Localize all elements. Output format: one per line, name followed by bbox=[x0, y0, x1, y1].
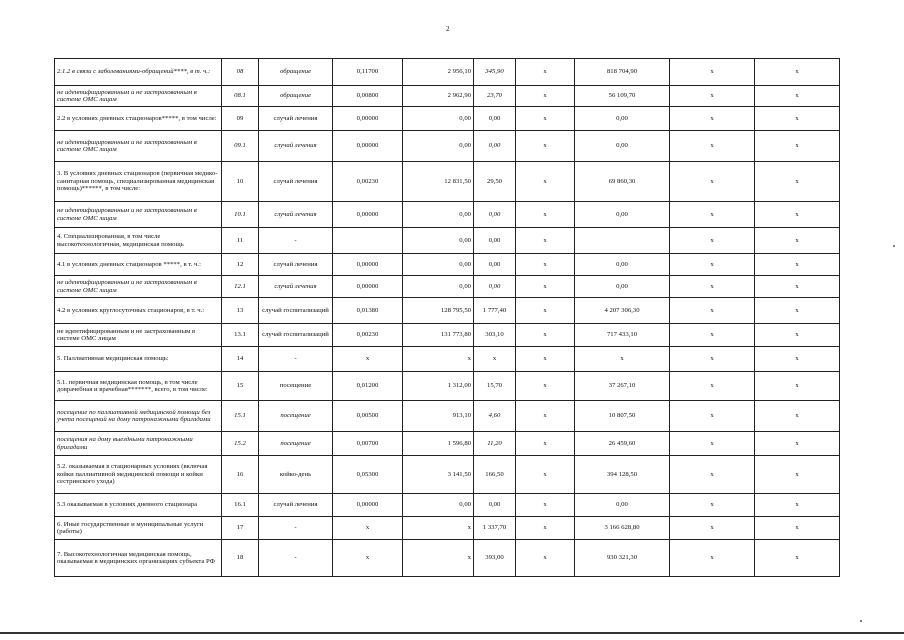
cell-norm: 0,00700 bbox=[333, 432, 403, 456]
cell-cost: 0,00 bbox=[403, 228, 474, 254]
cell-c6: x bbox=[516, 372, 575, 401]
cell-norm: 0,00000 bbox=[333, 494, 403, 517]
cell-unit: случай лечения bbox=[259, 276, 333, 298]
cell-c9: x bbox=[755, 517, 840, 540]
cell-c6: x bbox=[516, 401, 575, 432]
table-row bbox=[55, 517, 840, 540]
cell-c9: x bbox=[755, 131, 840, 162]
cell-unit: случай лечения bbox=[259, 131, 333, 162]
cell-c6: x bbox=[516, 456, 575, 494]
cell-name: 5.1. первичная медицинская помощь, в том числе доврачебная и врачебная*******, всего, в том числе: bbox=[55, 372, 222, 401]
cell-percap: 0,00 bbox=[474, 107, 516, 131]
table-row bbox=[55, 107, 840, 131]
cell-c8: x bbox=[670, 202, 755, 228]
cell-code: 12.1 bbox=[222, 276, 259, 298]
cell-percap: 303,10 bbox=[474, 324, 516, 347]
cell-unit: случай госпитализаций bbox=[259, 298, 333, 324]
cell-sum: 4 207 306,30 bbox=[575, 298, 670, 324]
cell-c9: x bbox=[755, 372, 840, 401]
cell-cost: 0,00 bbox=[403, 131, 474, 162]
cell-c9: x bbox=[755, 276, 840, 298]
cell-cost: x bbox=[403, 540, 474, 577]
cell-code: 12 bbox=[222, 254, 259, 276]
cell-c9: x bbox=[755, 298, 840, 324]
cell-c8: x bbox=[670, 372, 755, 401]
cell-norm: 0,00000 bbox=[333, 107, 403, 131]
cell-unit: - bbox=[259, 540, 333, 577]
table-row bbox=[55, 432, 840, 456]
cell-c8: x bbox=[670, 254, 755, 276]
cell-unit: случай лечения bbox=[259, 162, 333, 202]
cell-c8: x bbox=[670, 432, 755, 456]
table-row bbox=[55, 86, 840, 107]
cell-unit: - bbox=[259, 228, 333, 254]
cell-name: не идентифицированным и не застрахованным в системе ОМС лицам bbox=[55, 324, 222, 347]
cell-sum: 0,00 bbox=[575, 107, 670, 131]
cell-sum: 69 860,30 bbox=[575, 162, 670, 202]
cell-norm: x bbox=[333, 540, 403, 577]
table-row bbox=[55, 456, 840, 494]
cell-code: 08 bbox=[222, 59, 259, 86]
scan-speck bbox=[893, 245, 895, 247]
cell-percap: x bbox=[474, 347, 516, 372]
cell-c6: x bbox=[516, 86, 575, 107]
cell-c8: x bbox=[670, 131, 755, 162]
cell-unit: посещение bbox=[259, 401, 333, 432]
cell-norm: 0,00000 bbox=[333, 276, 403, 298]
cell-c9: x bbox=[755, 324, 840, 347]
cell-unit: случай госпитализаций bbox=[259, 324, 333, 347]
table-row bbox=[55, 131, 840, 162]
cell-cost: 0,00 bbox=[403, 107, 474, 131]
cell-sum: 26 459,60 bbox=[575, 432, 670, 456]
cell-name: не идентифицированным и не застрахованным в системе ОМС лицам bbox=[55, 276, 222, 298]
table-row bbox=[55, 254, 840, 276]
cell-c9: x bbox=[755, 162, 840, 202]
cell-c9: x bbox=[755, 540, 840, 577]
cell-c8: x bbox=[670, 298, 755, 324]
cell-c6: x bbox=[516, 228, 575, 254]
cell-sum: 3 166 628,80 bbox=[575, 517, 670, 540]
cell-cost: 12 831,50 bbox=[403, 162, 474, 202]
cell-code: 16.1 bbox=[222, 494, 259, 517]
cell-code: 15.2 bbox=[222, 432, 259, 456]
cell-name: 4.2 в условиях круглосуточных стационаров, в т. ч.: bbox=[55, 298, 222, 324]
cell-cost: x bbox=[403, 517, 474, 540]
cell-percap: 345,90 bbox=[474, 59, 516, 86]
cell-code: 11 bbox=[222, 228, 259, 254]
cell-cost: 0,00 bbox=[403, 254, 474, 276]
cell-c8: x bbox=[670, 59, 755, 86]
cell-c6: x bbox=[516, 298, 575, 324]
cell-c6: x bbox=[516, 540, 575, 577]
cell-c9: x bbox=[755, 432, 840, 456]
cell-c8: x bbox=[670, 517, 755, 540]
cell-c6: x bbox=[516, 254, 575, 276]
cell-code: 15.1 bbox=[222, 401, 259, 432]
cell-percap: 166,50 bbox=[474, 456, 516, 494]
cell-c8: x bbox=[670, 86, 755, 107]
cell-norm bbox=[333, 228, 403, 254]
cell-c8: x bbox=[670, 228, 755, 254]
table-row bbox=[55, 162, 840, 202]
cell-c6: x bbox=[516, 324, 575, 347]
cell-sum: 0,00 bbox=[575, 276, 670, 298]
cell-percap: 29,50 bbox=[474, 162, 516, 202]
cell-c9: x bbox=[755, 59, 840, 86]
table-row bbox=[55, 324, 840, 347]
cell-name: посещения на дому выездными патронажными бригадами bbox=[55, 432, 222, 456]
cell-cost: 131 773,80 bbox=[403, 324, 474, 347]
cell-sum: 818 704,90 bbox=[575, 59, 670, 86]
table-row bbox=[55, 228, 840, 254]
cell-c8: x bbox=[670, 456, 755, 494]
report-table-body bbox=[55, 59, 840, 577]
cell-cost: 0,00 bbox=[403, 202, 474, 228]
cell-percap: 4,60 bbox=[474, 401, 516, 432]
cell-code: 08.1 bbox=[222, 86, 259, 107]
cell-norm: 0,01200 bbox=[333, 372, 403, 401]
cell-c9: x bbox=[755, 202, 840, 228]
cell-sum: 56 109,70 bbox=[575, 86, 670, 107]
cell-code: 09.1 bbox=[222, 131, 259, 162]
cell-c8: x bbox=[670, 540, 755, 577]
table-row bbox=[55, 276, 840, 298]
cell-unit: случай лечения bbox=[259, 107, 333, 131]
cell-c9: x bbox=[755, 456, 840, 494]
cell-cost: 1 596,80 bbox=[403, 432, 474, 456]
cell-c8: x bbox=[670, 494, 755, 517]
cell-unit: посещение bbox=[259, 372, 333, 401]
cell-code: 15 bbox=[222, 372, 259, 401]
scan-edge-line bbox=[0, 632, 904, 634]
cell-sum: 37 267,10 bbox=[575, 372, 670, 401]
table-row bbox=[55, 372, 840, 401]
cell-cost: 0,00 bbox=[403, 494, 474, 517]
page-number: 2 bbox=[446, 25, 450, 33]
cell-name: не идентифицированным и не застрахованным в системе ОМС лицам bbox=[55, 86, 222, 107]
cell-norm: 0,00000 bbox=[333, 131, 403, 162]
cell-c9: x bbox=[755, 494, 840, 517]
cell-c8: x bbox=[670, 276, 755, 298]
cell-percap: 0,00 bbox=[474, 228, 516, 254]
cell-code: 13.1 bbox=[222, 324, 259, 347]
cell-name: 3. В условиях дневных стационаров (первичная медико-санитарная помощь, специализированная медицинская помощь)******, в том числе: bbox=[55, 162, 222, 202]
cell-c9: x bbox=[755, 347, 840, 372]
cell-name: 4.1 в условиях дневных стационаров *****, в т. ч.: bbox=[55, 254, 222, 276]
cell-c9: x bbox=[755, 228, 840, 254]
cell-sum: x bbox=[575, 347, 670, 372]
cell-cost: 3 141,50 bbox=[403, 456, 474, 494]
cell-c6: x bbox=[516, 432, 575, 456]
cell-sum: 930 321,30 bbox=[575, 540, 670, 577]
cell-percap: 0,00 bbox=[474, 202, 516, 228]
cell-c6: x bbox=[516, 494, 575, 517]
table-row bbox=[55, 298, 840, 324]
table-row bbox=[55, 494, 840, 517]
cell-c6: x bbox=[516, 107, 575, 131]
cell-norm: x bbox=[333, 347, 403, 372]
cell-c9: x bbox=[755, 86, 840, 107]
cell-sum bbox=[575, 228, 670, 254]
cell-cost: 1 312,00 bbox=[403, 372, 474, 401]
cell-norm: 0,00230 bbox=[333, 162, 403, 202]
cell-percap: 1 337,70 bbox=[474, 517, 516, 540]
cell-c8: x bbox=[670, 324, 755, 347]
cell-name: 6. Иные государственные и муниципальные услуги (работы) bbox=[55, 517, 222, 540]
cell-code: 18 bbox=[222, 540, 259, 577]
cell-code: 14 bbox=[222, 347, 259, 372]
cell-code: 10 bbox=[222, 162, 259, 202]
cell-norm: 0,00000 bbox=[333, 254, 403, 276]
cell-code: 10.1 bbox=[222, 202, 259, 228]
cell-c6: x bbox=[516, 131, 575, 162]
cell-percap: 15,70 bbox=[474, 372, 516, 401]
cell-name: 2.1.2 в связи с заболеваниями-обращений****, в т. ч.: bbox=[55, 59, 222, 86]
cell-unit: посещение bbox=[259, 432, 333, 456]
cell-norm: 0,00800 bbox=[333, 86, 403, 107]
cell-unit: койко-день bbox=[259, 456, 333, 494]
cell-percap: 23,70 bbox=[474, 86, 516, 107]
cell-norm: 0,00500 bbox=[333, 401, 403, 432]
cell-c8: x bbox=[670, 162, 755, 202]
cell-code: 09 bbox=[222, 107, 259, 131]
cell-code: 17 bbox=[222, 517, 259, 540]
cell-c6: x bbox=[516, 517, 575, 540]
cell-norm: 0,01380 bbox=[333, 298, 403, 324]
cell-unit: обращение bbox=[259, 59, 333, 86]
cell-c8: x bbox=[670, 401, 755, 432]
cell-sum: 0,00 bbox=[575, 131, 670, 162]
cell-name: 7. Высокотехнологичная медицинская помощь, оказываемая в медицинских организациях субъекта РФ bbox=[55, 540, 222, 577]
cell-name: 5.2. оказываемая в стационарных условиях (включая койки паллиативной медицинской помощи и койки сестринского ухода) bbox=[55, 456, 222, 494]
table-row bbox=[55, 347, 840, 372]
cell-unit: - bbox=[259, 517, 333, 540]
cell-c8: x bbox=[670, 347, 755, 372]
cell-percap: 0,00 bbox=[474, 131, 516, 162]
cell-sum: 717 433,10 bbox=[575, 324, 670, 347]
table-row bbox=[55, 401, 840, 432]
cell-sum: 0,00 bbox=[575, 254, 670, 276]
cell-norm: 0,00000 bbox=[333, 202, 403, 228]
cell-name: 5.3 оказываемая в условиях дневного стационара bbox=[55, 494, 222, 517]
cell-c9: x bbox=[755, 254, 840, 276]
table-row bbox=[55, 202, 840, 228]
cell-sum: 394 128,50 bbox=[575, 456, 670, 494]
cell-name: 4. Специализированная, в том числе высокотехнологичная, медицинская помощь bbox=[55, 228, 222, 254]
scan-speck bbox=[860, 620, 862, 622]
cell-c6: x bbox=[516, 202, 575, 228]
cell-unit: случай лечения bbox=[259, 202, 333, 228]
cell-percap: 1 777,40 bbox=[474, 298, 516, 324]
cell-norm: x bbox=[333, 517, 403, 540]
cell-unit: случай лечения bbox=[259, 254, 333, 276]
cell-name: не идентифицированным и не застрахованным в системе ОМС лицам bbox=[55, 131, 222, 162]
cell-percap: 11,20 bbox=[474, 432, 516, 456]
cell-name: 5. Паллиативная медицинская помощь: bbox=[55, 347, 222, 372]
cell-cost: 0,00 bbox=[403, 276, 474, 298]
cell-c6: x bbox=[516, 59, 575, 86]
cell-percap: 0,00 bbox=[474, 254, 516, 276]
cell-cost: 2 956,10 bbox=[403, 59, 474, 86]
cell-c9: x bbox=[755, 107, 840, 131]
cell-sum: 0,00 bbox=[575, 494, 670, 517]
cell-code: 13 bbox=[222, 298, 259, 324]
cell-c8: x bbox=[670, 107, 755, 131]
cell-c6: x bbox=[516, 162, 575, 202]
cell-norm: 0,05300 bbox=[333, 456, 403, 494]
cell-cost: 2 962,90 bbox=[403, 86, 474, 107]
cell-percap: 0,00 bbox=[474, 494, 516, 517]
cell-code: 16 bbox=[222, 456, 259, 494]
table-row bbox=[55, 540, 840, 577]
cell-sum: 0,00 bbox=[575, 202, 670, 228]
cell-percap: 0,00 bbox=[474, 276, 516, 298]
cell-name: не идентифицированным и не застрахованным в системе ОМС лицам bbox=[55, 202, 222, 228]
cell-c6: x bbox=[516, 276, 575, 298]
table-row bbox=[55, 59, 840, 86]
cell-cost: 128 795,50 bbox=[403, 298, 474, 324]
cell-unit: обращение bbox=[259, 86, 333, 107]
cell-name: посещение по паллиативной медицинской помощи без учета посещений на дому патронажными бригадами bbox=[55, 401, 222, 432]
cell-c9: x bbox=[755, 401, 840, 432]
cell-unit: случай лечения bbox=[259, 494, 333, 517]
cell-norm: 0,11700 bbox=[333, 59, 403, 86]
cell-cost: x bbox=[403, 347, 474, 372]
cell-cost: 913,10 bbox=[403, 401, 474, 432]
cell-name: 2.2 в условиях дневных стационаров*****, в том числе: bbox=[55, 107, 222, 131]
cell-unit: - bbox=[259, 347, 333, 372]
cell-norm: 0,00230 bbox=[333, 324, 403, 347]
report-table bbox=[54, 58, 840, 577]
cell-c6: x bbox=[516, 347, 575, 372]
cell-sum: 10 807,50 bbox=[575, 401, 670, 432]
cell-percap: 393,00 bbox=[474, 540, 516, 577]
